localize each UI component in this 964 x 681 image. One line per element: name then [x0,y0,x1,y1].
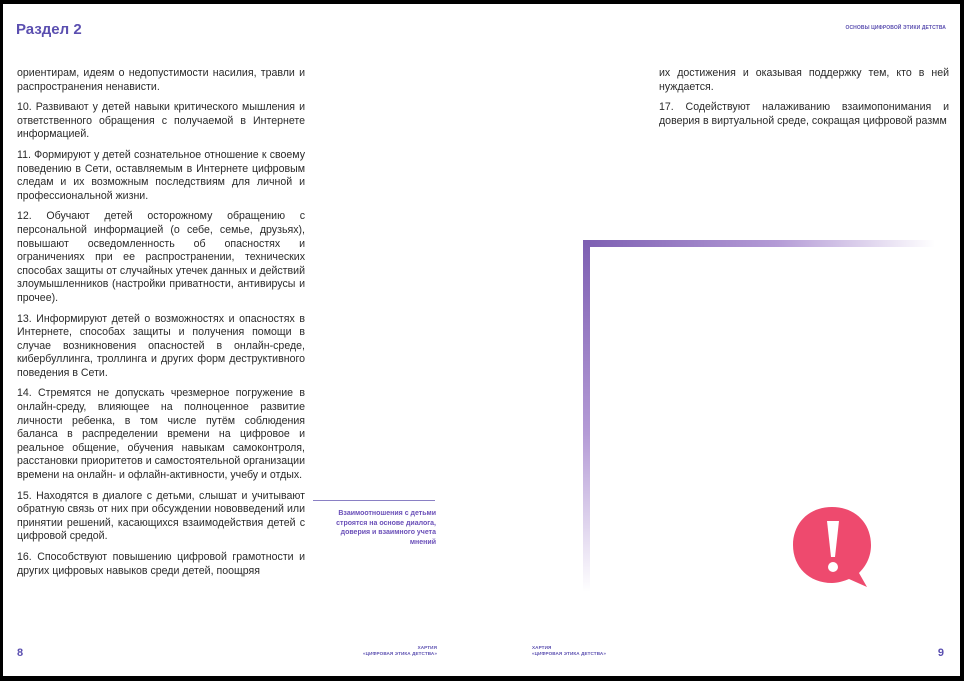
paragraph: 12. Обучают детей осторожному обращению с персональной информацией (о себе, семье, друзьях), повышают осведомленность об опасностях и ограничениях при ее распространении, технических способах защиты от случайных утечек данных и действий злоумышленников (настройки приватности, антивирусы и прочее). [17,210,305,304]
paragraph: 14. Стремятся не допускать чрезмерное погружение в онлайн-среду, влияющее на полноценное развитие личности ребенка, в том числе путём соблюдения баланса в распределении времени на цифровое и реальное общение, обучения навыкам самоконтроля, расстановки приоритетов и самостоятельной организации времени на онлайн- и офлайн-активности, учебу и отдых. [17,387,305,482]
paragraph: 15. Находятся в диалоге с детьми, слышат и учитывают обратную связь от них при обсуждении нововведений или принятии решений, касающихся взаимодействия детей с цифровой средой. [17,489,305,543]
left-column [17,67,305,585]
paragraph: их достижения и оказывая поддержку тем, кто в ней нуждается. [659,67,949,93]
footer-charter-mark-left [349,645,437,656]
paragraph: ориентирам, идеям о недопустимости насилия, травли и распространения ненависти. [17,67,305,93]
paragraph: 16. Способствуют повышению цифровой грамотности и других цифровых навыков среди детей, поощряя [17,551,305,577]
section-title: Раздел 2 [16,21,82,38]
paragraph: 13. Информируют детей о возможностях и опасностях в Интернете, способах защиты и получения помощи в случае возникновения опасностей в онлайн-среде, кибербуллинга, троллинга и других форм деструктивного поведения в Сети. [17,312,305,379]
pullquote: Взаимоотношения с детьми строятся на основе диалога, доверия и взаимного учета мнений [336,510,436,546]
right-column [659,67,949,135]
document-spread [3,4,960,676]
footer-mark-line: ХАРТИЯ [532,645,552,650]
pullquote-divider [313,500,435,501]
footer-mark-line: ХАРТИЯ [417,645,437,650]
footer-mark-line: «ЦИФРОВАЯ ЭТИКА ДЕТСТВА» [363,650,437,656]
page-number-left: 8 [17,647,24,659]
paragraph: 17. Содействуют налаживанию взаимопонимания и доверия в виртуальной среде, сокращая цифровой размм [659,101,949,127]
exclamation-speech-bubble-icon [787,501,877,591]
paragraph: 11. Формируют у детей сознательное отношение к своему поведению в Сети, оставляемым в Интернете цифровым следам и их возможным последствиям для личной и профессиональной жизни. [17,148,305,202]
decorative-frame-top [583,240,935,247]
footer-charter-mark-right [532,645,622,656]
paragraph: 10. Развивают у детей навыки критического мышления и ответственного обращения с получаемой в Интернете информацией. [17,101,305,141]
page-number-right: 9 [937,647,944,659]
running-head: ОСНОВЫ ЦИФРОВОЙ ЭТИКИ ДЕТСТВА [845,25,946,31]
footer-mark-line: «ЦИФРОВАЯ ЭТИКА ДЕТСТВА» [532,650,606,656]
decorative-frame-left [583,240,590,592]
